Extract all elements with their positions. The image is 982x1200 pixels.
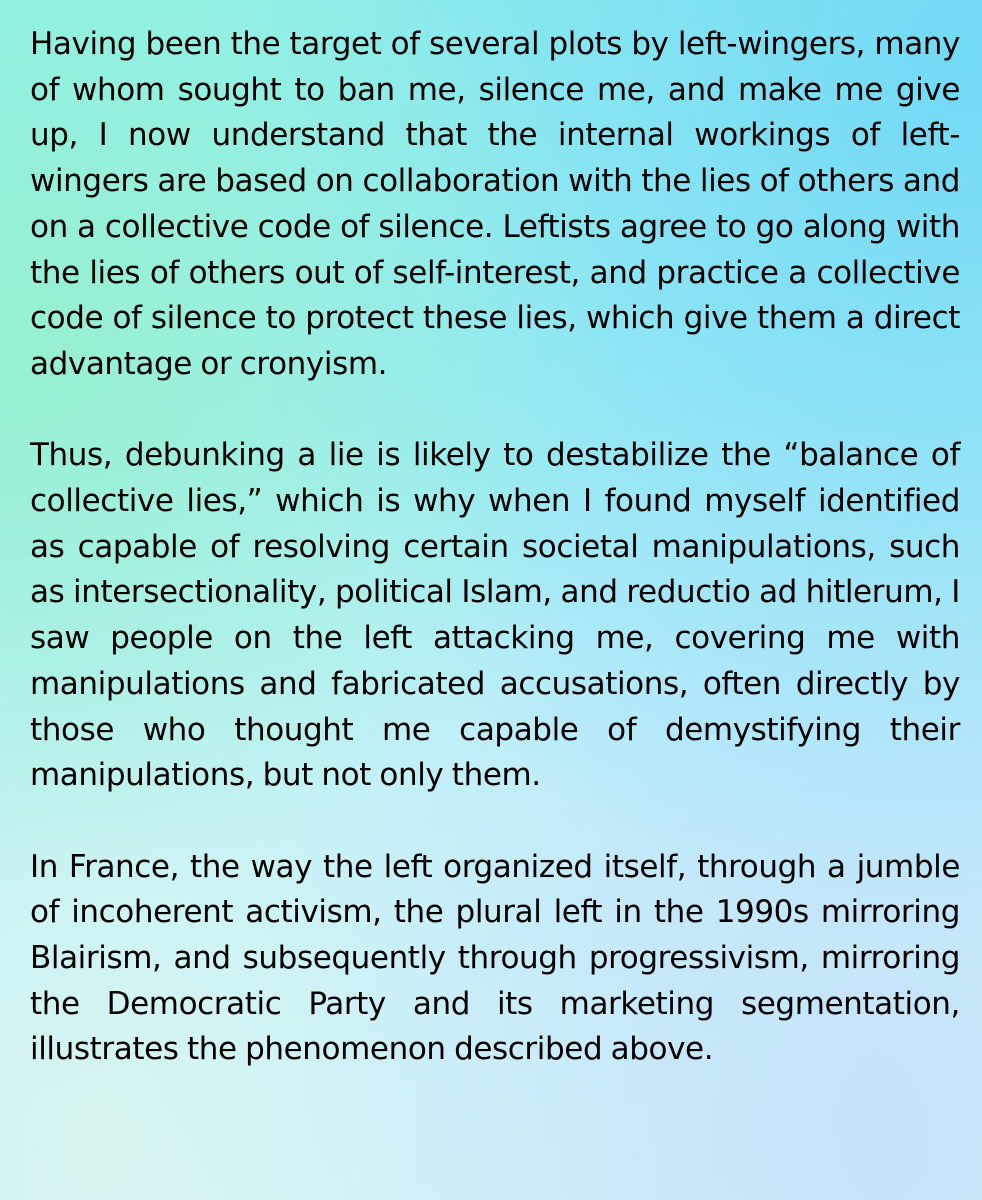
paragraph-2: Thus, debunking a lie is likely to destabilize the “balance of collective lies,” which is why when I found myself identified as capable of resolving certain societal manipulations, such as intersectionality, political Islam, and reductio ad hitlerum, I saw people on the left attacking me, covering me with manipulations and fabricated accusations, often directly by those who thought me capable of demystifying their manipulations, but not only them. xyxy=(30,437,960,794)
paragraph-1: Having been the target of several plots by left-wingers, many of whom sought to ban me, silence me, and make me give up, I now understand that the internal workings of left-wingers are based on collaboration with the lies of others and on a collective code of silence. Leftists agree to go along with the lies of others out of self-interest, and practice a collective code of silence to protect these lies, which give them a direct advantage or cronyism. xyxy=(30,26,960,382)
document-body xyxy=(30,22,960,1182)
paragraph-3: In France, the way the left organized itself, through a jumble of incoherent activism, the plural left in the 1990s mirroring Blairism, and subsequently through progressivism, mirroring the Democratic Party and its marketing segmentation, illustrates the phenomenon described above. xyxy=(30,848,960,1068)
